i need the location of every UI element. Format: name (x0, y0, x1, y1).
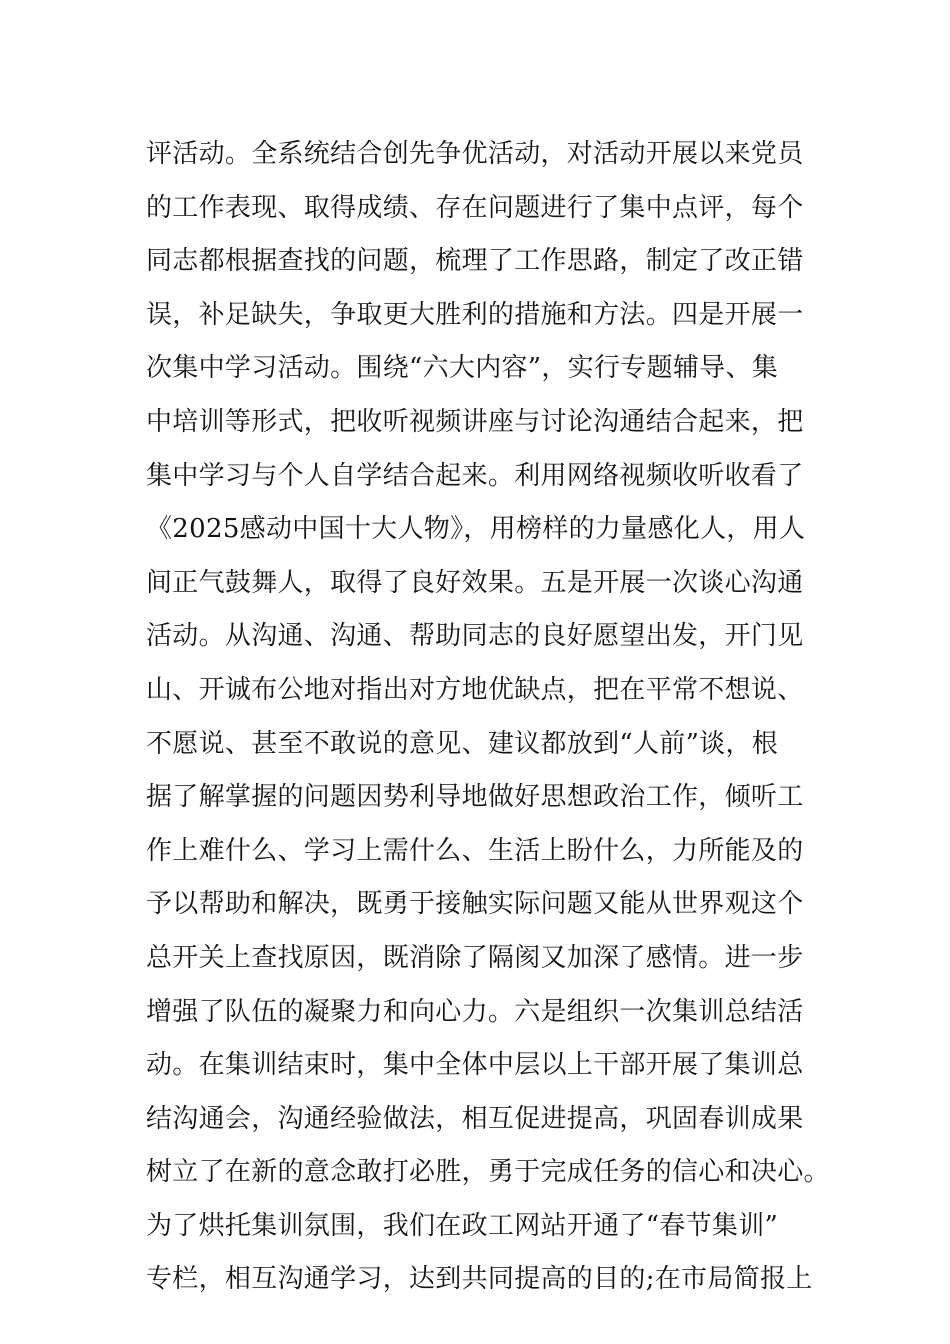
text-line: 总开关上查找原因，既消除了隔阂又加深了感情。进一步 (146, 942, 804, 973)
text-line: 中培训等形式，把收听视频讲座与讨论沟通结合起来，把 (146, 406, 804, 437)
text-line: 作上难什么、学习上需什么、生活上盼什么，力所能及的 (146, 835, 804, 866)
text-line: 次集中学习活动。围绕“六大内容”，实行专题辅导、集 (146, 353, 779, 384)
text-line: 同志都根据查找的问题，梳理了工作思路，制定了改正错 (146, 246, 804, 277)
text-line: 专栏，相互沟通学习，达到共同提高的目的;在市局简报上 (146, 1264, 813, 1295)
text-line: 集中学习与个人自学结合起来。利用网络视频收听收看了 (146, 460, 804, 491)
body-text (146, 128, 830, 1307)
text-line: 不愿说、甚至不敢说的意见、建议都放到“人前”谈，根 (146, 728, 779, 759)
text-line: 的工作表现、取得成绩、存在问题进行了集中点评，每个 (146, 192, 804, 223)
text-line: 间正气鼓舞人，取得了良好效果。五是开展一次谈心沟通 (146, 567, 804, 598)
text-line: 为了烘托集训氛围，我们在政工网站开通了“春节集训” (146, 1210, 779, 1241)
text-line: 树立了在新的意念敢打必胜，勇于完成任务的信心和决心。 (146, 1157, 830, 1188)
text-line: 活动。从沟通、沟通、帮助同志的良好愿望出发，开门见 (146, 621, 804, 652)
text-line: 误，补足缺失，争取更大胜利的措施和方法。四是开展一 (146, 299, 804, 330)
text-line: 予以帮助和解决，既勇于接触实际问题又能从世界观这个 (146, 889, 804, 920)
text-line: 评活动。全系统结合创先争优活动，对活动开展以来党员 (146, 139, 804, 169)
text-line: 《2025感动中国十大人物》，用榜样的力量感化人，用人 (146, 514, 806, 545)
text-line: 山、开诚布公地对指出对方地优缺点，把在平常不想说、 (146, 674, 804, 705)
text-line: 据了解掌握的问题因势利导地做好思想政治工作，倾听工 (146, 782, 804, 813)
text-line: 增强了队伍的凝聚力和向心力。六是组织一次集训总结活 (146, 996, 804, 1027)
text-line: 动。在集训结束时，集中全体中层以上干部开展了集训总 (146, 1050, 804, 1081)
text-line: 结沟通会，沟通经验做法，相互促进提高，巩固春训成果 (146, 1103, 804, 1134)
